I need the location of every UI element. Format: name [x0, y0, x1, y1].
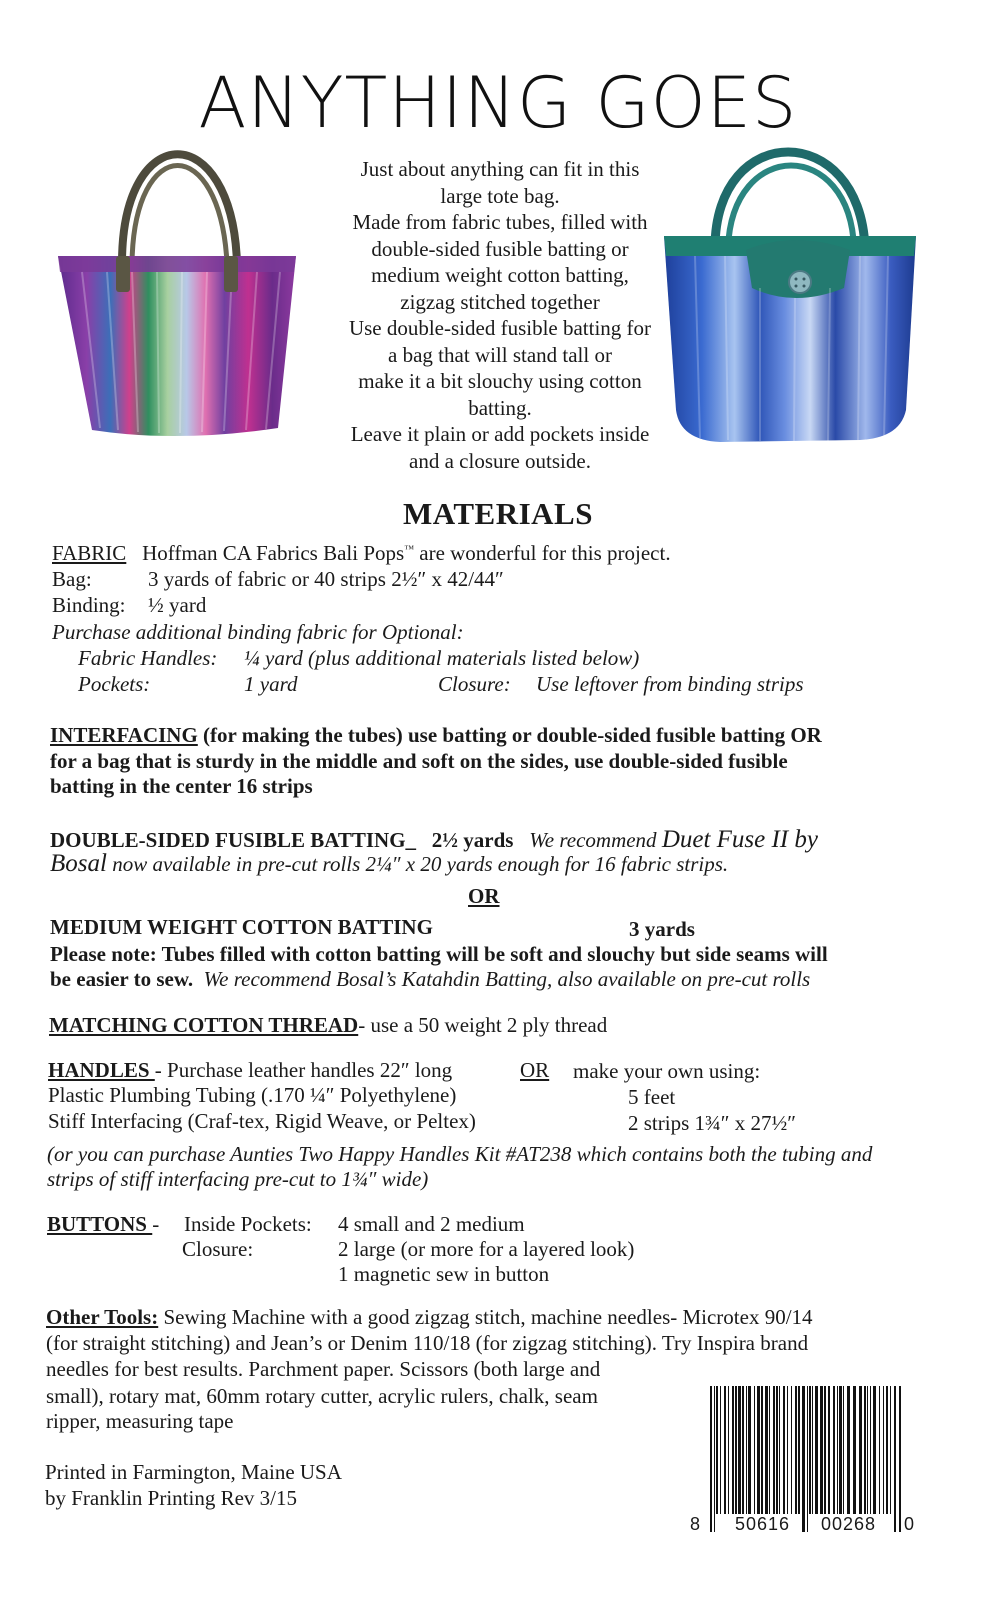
buttons-closure-value1: 2 large (or more for a layered look)	[338, 1237, 635, 1261]
stiff-interfacing-value: 2 strips 1¾″ x 27½″	[628, 1111, 796, 1135]
interfacing-line2: for a bag that is sturdy in the middle and soft on the sides, use double-sided fusible	[50, 749, 788, 773]
tools-line1: Other Tools: Sewing Machine with a good zigzag stitch, machine needles- Microtex 90/14	[46, 1305, 813, 1329]
barcode-bar	[886, 1386, 888, 1514]
barcode-bar	[779, 1386, 780, 1514]
interfacing-line1: INTERFACING (for making the tubes) use batting or double-sided fusible batting OR	[50, 723, 822, 747]
tools-line3: needles for best results. Parchment paper. Scissors (both large and	[46, 1357, 601, 1381]
cotton-note1: Please note: Tubes filled with cotton batting will be soft and slouchy but side seams will	[50, 942, 828, 966]
thread-line: MATCHING COTTON THREAD- use a 50 weight 2 ply thread	[49, 1013, 608, 1037]
buttons-closure-label: Closure:	[182, 1237, 254, 1261]
barcode-bar	[742, 1386, 744, 1514]
upc-barcode	[690, 1386, 922, 1538]
tools-label: Other Tools:	[46, 1305, 159, 1329]
barcode-bar	[847, 1386, 850, 1514]
barcode-group2: 00268	[821, 1514, 877, 1534]
or-divider: OR	[468, 884, 500, 908]
barcode-bar	[839, 1386, 842, 1514]
barcode-bar	[867, 1386, 868, 1514]
barcode-bar	[802, 1386, 805, 1532]
barcode-bar	[815, 1386, 818, 1514]
interfacing-line3: batting in the center 16 strips	[50, 774, 313, 798]
barcode-bar	[714, 1386, 715, 1532]
barcode-bar	[724, 1386, 726, 1514]
pockets-label: Pockets:	[78, 672, 151, 696]
barcode-bar	[828, 1386, 830, 1514]
barcode-bar	[776, 1386, 778, 1514]
cotton-label: MEDIUM WEIGHT COTTON BATTING	[50, 915, 433, 939]
barcode-bar	[879, 1386, 880, 1514]
barcode-bar	[791, 1386, 792, 1514]
barcode-bar	[732, 1386, 734, 1514]
buttons-closure-value2: 1 magnetic sew in button	[338, 1262, 550, 1286]
barcode-bar	[833, 1386, 835, 1514]
barcode-bar	[883, 1386, 884, 1514]
barcode-bar	[843, 1386, 844, 1514]
barcode-bar	[890, 1386, 891, 1514]
tubing-label: Plastic Plumbing Tubing (.170 ¼″ Polyethylene)	[48, 1083, 457, 1107]
barcode-bar	[859, 1386, 862, 1514]
fusible-line1: DOUBLE-SIDED FUSIBLE BATTING_ 2½ yards We recommend Duet Fuse II by	[50, 826, 819, 853]
barcode-bar	[757, 1386, 760, 1514]
barcode-bar	[809, 1386, 811, 1514]
buttons-line1: BUTTONS -	[47, 1212, 160, 1236]
barcode-bar	[864, 1386, 866, 1514]
tubing-value: 5 feet	[628, 1085, 676, 1109]
binding-label: Binding:	[52, 593, 126, 617]
barcode-bar	[873, 1386, 876, 1514]
left-tote-bag-image	[52, 138, 302, 440]
barcode-digit-left: 8	[690, 1514, 701, 1534]
optional-note: Purchase additional binding fabric for Optional:	[52, 620, 464, 644]
barcode-bar	[738, 1386, 741, 1514]
barcode-bar	[735, 1386, 737, 1514]
materials-heading: MATERIALS	[403, 496, 593, 531]
handles-make-own: make your own using:	[573, 1059, 761, 1083]
footer-printer: by Franklin Printing Rev 3/15	[45, 1486, 297, 1510]
footer-printed-in: Printed in Farmington, Maine USA	[45, 1460, 342, 1484]
barcode-bar	[748, 1386, 751, 1514]
tools-line4: small), rotary mat, 60mm rotary cutter, acrylic rulers, chalk, seam	[46, 1384, 598, 1408]
barcode-bar	[761, 1386, 763, 1514]
page-title: ANYTHING GOES	[198, 62, 798, 144]
handles-line1: HANDLES - Purchase leather handles 22″ long	[48, 1058, 453, 1082]
cotton-amount: 3 yards	[629, 917, 695, 941]
fusible-amount: 2½ yards	[431, 828, 514, 852]
handles-or: OR	[520, 1058, 550, 1082]
binding-value: ½ yard	[148, 593, 207, 617]
barcode-bar	[870, 1386, 871, 1514]
cotton-note2: be easier to sew. We recommend Bosal’s Katahdin Batting, also available on pre-cut rolls	[50, 967, 811, 991]
barcode-bar	[754, 1386, 755, 1514]
fabric-line: FABRIC Hoffman CA Fabrics Bali Pops™ are wonderful for this project.	[52, 541, 671, 565]
inside-pockets-value: 4 small and 2 medium	[338, 1212, 525, 1236]
barcode-bar	[853, 1386, 856, 1514]
barcode-bar	[769, 1386, 770, 1514]
fusible-line2: Bosal now available in pre-cut rolls 2¼″ x 20 yards enough for 16 fabric strips.	[50, 850, 729, 877]
barcode-bar	[899, 1386, 901, 1532]
closure-label: Closure:	[438, 672, 511, 696]
fabric-handles-label: Fabric Handles:	[78, 646, 218, 670]
barcode-bar	[765, 1386, 768, 1514]
intro-description: Just about anything can fit in this large tote bag. Made from fabric tubes, filled with double-sided fusible batting or medium weight cotton batting, zigzag stitched together Use double-sided fusible batting for a bag that will stand tall or make it a bit slouchy using cotton batting. Leave it plain or add pockets inside and a closure outside.	[348, 157, 652, 473]
handles-kit-line1: (or you can purchase Aunties Two Happy Handles Kit #AT238 which contains both the tubing and	[47, 1142, 873, 1166]
barcode-bar	[728, 1386, 729, 1514]
bag-label: Bag:	[52, 567, 92, 591]
barcode-bar	[837, 1386, 838, 1514]
barcode-bars-icon	[690, 1386, 922, 1536]
barcode-bar	[787, 1386, 788, 1514]
bag-value: 3 yards of fabric or 40 strips 2½″ x 42/44″	[148, 567, 504, 591]
tools-line5: ripper, measuring tape	[46, 1409, 234, 1433]
fabric-label: FABRIC	[52, 541, 127, 565]
barcode-bar	[716, 1386, 718, 1514]
barcode-bar	[720, 1386, 721, 1514]
fabric-handles-value: ¼ yard (plus additional materials listed below)	[244, 646, 640, 670]
fusible-label: DOUBLE-SIDED FUSIBLE BATTING	[50, 828, 406, 852]
barcode-bar	[783, 1386, 785, 1514]
inside-pockets-label: Inside Pockets:	[184, 1212, 312, 1236]
barcode-group1: 50616	[735, 1514, 791, 1534]
barcode-bar	[824, 1386, 826, 1514]
tools-line2: (for straight stitching) and Jean’s or Denim 110/18 (for zigzag stitching). Try Inspira brand	[46, 1331, 809, 1355]
barcode-bar	[812, 1386, 813, 1514]
barcode-bar	[773, 1386, 775, 1514]
thread-label: MATCHING COTTON THREAD	[49, 1013, 359, 1037]
barcode-bar	[746, 1386, 747, 1514]
stiff-interfacing-label: Stiff Interfacing (Craf-tex, Rigid Weave, or Peltex)	[48, 1109, 476, 1133]
barcode-bar	[795, 1386, 797, 1514]
barcode-bar	[807, 1386, 808, 1532]
handles-kit-line2: strips of stiff interfacing pre-cut to 1¾″ wide)	[47, 1167, 429, 1191]
pockets-value: 1 yard	[244, 672, 298, 696]
barcode-digit-right: 0	[904, 1514, 915, 1534]
handles-label: HANDLES	[48, 1058, 155, 1082]
barcode-bar	[798, 1386, 800, 1514]
buttons-label: BUTTONS	[47, 1212, 153, 1236]
interfacing-label: INTERFACING	[50, 723, 198, 747]
closure-value: Use leftover from binding strips	[536, 672, 804, 696]
barcode-bar	[894, 1386, 896, 1532]
barcode-bar	[710, 1386, 712, 1532]
barcode-bar	[820, 1386, 823, 1514]
